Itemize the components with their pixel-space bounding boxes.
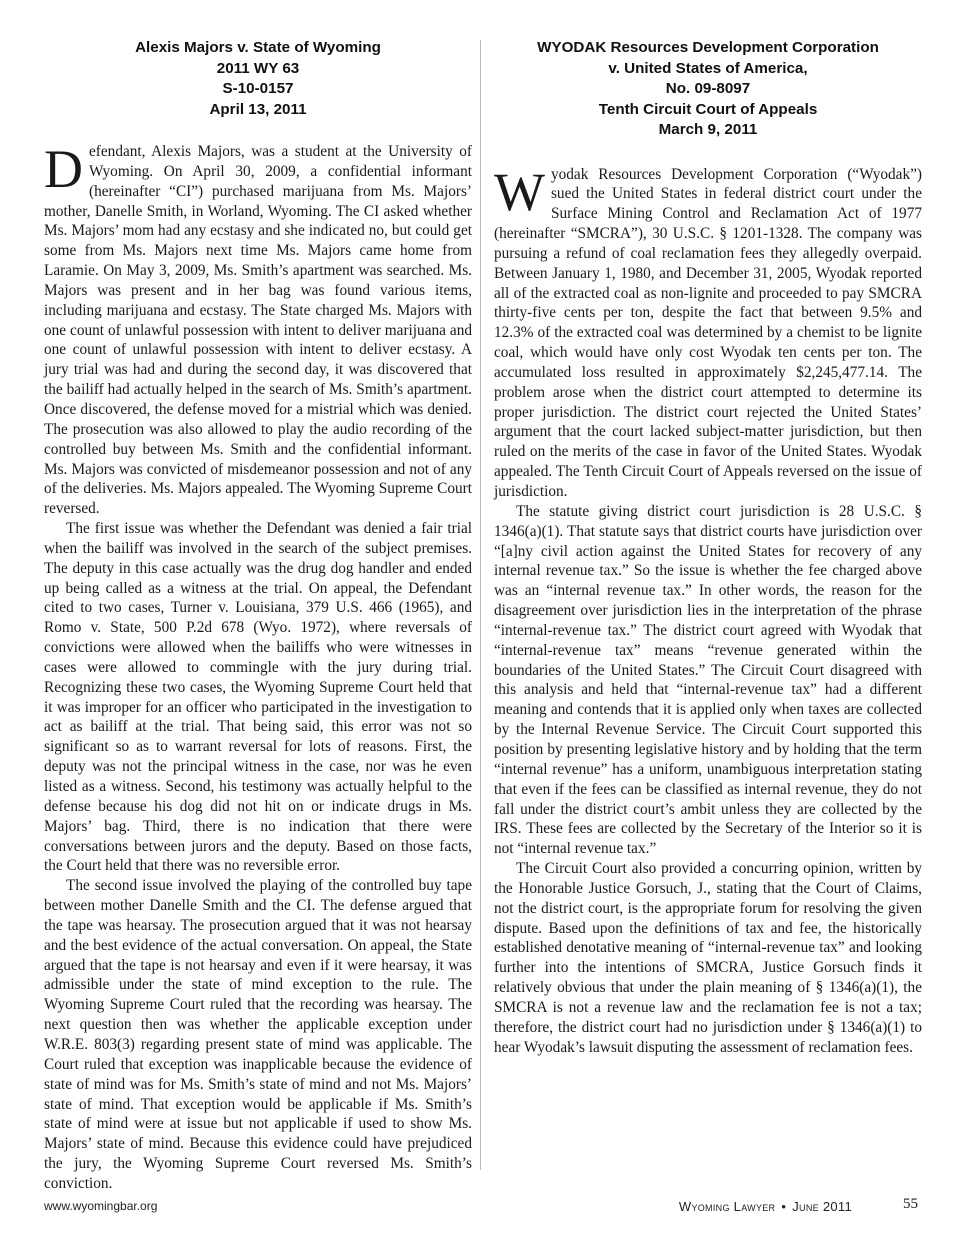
left-case-date: April 13, 2011 (209, 100, 307, 118)
left-case-citation: 2011 WY 63 (216, 59, 300, 77)
left-paragraph-3: The second issue involved the playing of the controlled buy tape between mother Danelle Smith and the CI. The defense argued that the tape was hearsay. The prosecution argued that it was not hearsay and the best evidence of the actual conversation. On appeal, the State argued that the tape is not hearsay and even if it were hearsay, it was admissible under the state of mind exception to the rule. The Wyoming Supreme Court ruled that the recording was hearsay. The next question then was whether the applicable exception under W.R.E. 803(3) regarding present state of mind was applicable. The Court ruled that exception was inapplicable because the evidence of state of mind was for Ms. Smith’s state of mind and not Ms. Majors’ state of mind. That exception would be applicable if Ms. Smith’s state of mind were at issue but not applicable if used to show Ms. Majors’ state of mind. Because this evidence could have prejudiced the jury, the Wyoming Supreme Court reversed Ms. Smith’s conviction. (44, 877, 472, 1192)
footer-issue: June 2011 (792, 1199, 852, 1214)
left-dropcap: D (44, 139, 83, 199)
left-case-title: Alexis Majors v. State of Wyoming (135, 39, 381, 56)
right-case-court: Tenth Circuit Court of Appeals (598, 100, 818, 118)
left-article (44, 38, 472, 1194)
right-case-header (494, 38, 922, 141)
left-article-body (44, 139, 472, 1194)
left-paragraph-1 (44, 139, 472, 519)
footer-website-link[interactable]: www.wyomingbar.org (44, 1199, 158, 1213)
right-case-title: WYODAK Resources Development Corporation (537, 39, 879, 56)
footer-publication (679, 1199, 852, 1214)
right-case-date: March 9, 2011 (658, 121, 758, 138)
right-article (494, 38, 922, 1057)
left-case-header (44, 38, 472, 120)
footer-magazine-name: Wyoming Lawyer (678, 1199, 776, 1214)
right-paragraph-1-text: yodak Resources Development Corporation (“Wyodak”) sued the United States in federal district court under the Surface Mining Control and Reclamation Act of 1977 (hereinafter “SMCRA”), 30 U.S.C. § 1201-1328. The company was pursuing a refund of coal reclamation fees they allegedly overpaid. Between January 1, 1980, and December 31, 2005, Wyodak reported all of the extracted coal as non-lignite and proceeded to pay SMCRA thirty-five cents per ton, despite the fact that between 9.5% and 12.3% of the extracted coal was determined by a chemist to be lignite coal, which would have only cost Wyodak ten cents per ton. The accumulated loss resulted in approximately $2,245,477.14. The problem arose when the district court attempted to determine its proper jurisdiction. The district court rejected the United States’ argument that the court lacked subject-matter jurisdiction, but then ruled on the merits of the case in favor of the United States. Wyodak appealed. The Tenth Circuit Court of Appeals reversed on the issue of jurisdiction. (494, 165, 922, 500)
right-case-title-cont: v. United States of America, (608, 59, 808, 77)
right-article-body (494, 161, 922, 1058)
page-number: 55 (903, 1196, 918, 1212)
right-dropcap: W (494, 161, 545, 222)
column-divider (480, 40, 481, 1170)
footer-separator: • (781, 1199, 787, 1214)
left-paragraph-1-text: efendant, Alexis Majors, was a student at the University of Wyoming. On April 30, 2009, a confidential informant (hereinafter “CI”) purchased marijuana from Ms. Majors’ mother, Danelle Smith, in Worland, Wyoming. The CI asked whether Ms. Majors’ mom had any ecstasy and she indicated no, but could get some from Ms. Majors next time Ms. Majors came home from Laramie. On May 3, 2009, Ms. Smith’s apartment was searched. Ms. Majors was present and in her bag was found various items, including marijuana and ecstasy. The State charged Ms. Majors with one count of unlawful possession with intent to deliver marijuana and one count of unlawful possession with intent to deliver ecstasy. A jury trial was had and during the second day, it was discovered that the bailiff had actually helped in the search of Ms. Smith’s apartment. Once discovered, the defense moved for a mistrial which was denied. The prosecution was also allowed to play the audio recording of the controlled buy between Ms. Smith and the confidential informant. Ms. Majors was convicted of misdemeanor possession and not of any of the deliveries. Ms. Majors appealed. The Wyoming Supreme Court reversed. (44, 143, 472, 518)
right-paragraph-3: The Circuit Court also provided a concurring opinion, written by the Honorable Justice Gorsuch, J., stating that the Court of Claims, not the district court, is the appropriate forum for resolving the given dispute. Based upon the definitions of tax and fee, the historically established denotative meaning of “internal-revenue tax” and looking further into the intentions of SMCRA, Justice Gorsuch finds it relatively obvious that under the plain meaning of § 1346(a)(1), the SMCRA is not a revenue law and the reclamation fee is not a tax; therefore, the district court had no jurisdiction under § 1346(a)(1) to hear Wyodak’s lawsuit disputing the assessment of reclamation fees. (494, 860, 922, 1056)
right-case-docket: No. 09-8097 (665, 80, 751, 97)
right-paragraph-2: The statute giving district court jurisdiction is 28 U.S.C. § 1346(a)(1). That statute says that district courts have jurisdiction over “[a]ny civil action against the United States for recovery of any internal revenue tax.” So the issue is whether the fee charged above was an “internal revenue tax.” In other words, the reason for the disagreement over jurisdiction lies in the interpretation of the phrase “internal-revenue tax.” The district court agreed with Wyodak that “internal-revenue tax” means “revenue generated within the boundaries of the United States.” The Circuit Court disagreed with this analysis and held that “internal-revenue tax” had a different meaning and contends that it is applied only when taxes are collected by the Internal Revenue Service. The Circuit Court supported this position by presenting legislative history and by holding that the term “internal revenue” has a uniform, unambiguous interpretation stating that even if the fees can be classified as internal revenue, they do not fall under the district court’s ambit unless they are collected by the IRS. These fees are collected by the Secretary of the Interior so it is not “internal revenue tax.” (494, 502, 922, 858)
left-case-docket: S-10-0157 (222, 80, 294, 97)
right-paragraph-1 (494, 161, 922, 502)
left-paragraph-2: The first issue was whether the Defendant was denied a fair trial when the bailiff was involved in the search of the subject premises. The deputy in this case actually was the drug dog handler and ended up being called as a witness at the trial. On appeal, the Defendant cited to two cases, Turner v. Louisiana, 379 U.S. 466 (1965), and Romo v. State, 500 P.2d 678 (Wyo. 1972), where reversals of convictions were allowed when the bailiffs who were witnesses in cases were allowed to commingle with the jury during trial. Recognizing these two cases, the Wyoming Supreme Court held that it was improper for an officer who participated in the investigation to act as bailiff at the trial. That being said, this error was not so significant so as to warrant reversal for lots of reasons. First, the deputy was not the principal witness in the case, nor was he even listed as a witness. Second, his testimony was actually helpful to the defense because his dog did not hit on or indicate drugs in Ms. Majors’ bag. Third, there is no indication that there were conversations between jurors and the deputy. Based on those facts, the Court held that there was no reversible error. (44, 520, 472, 875)
